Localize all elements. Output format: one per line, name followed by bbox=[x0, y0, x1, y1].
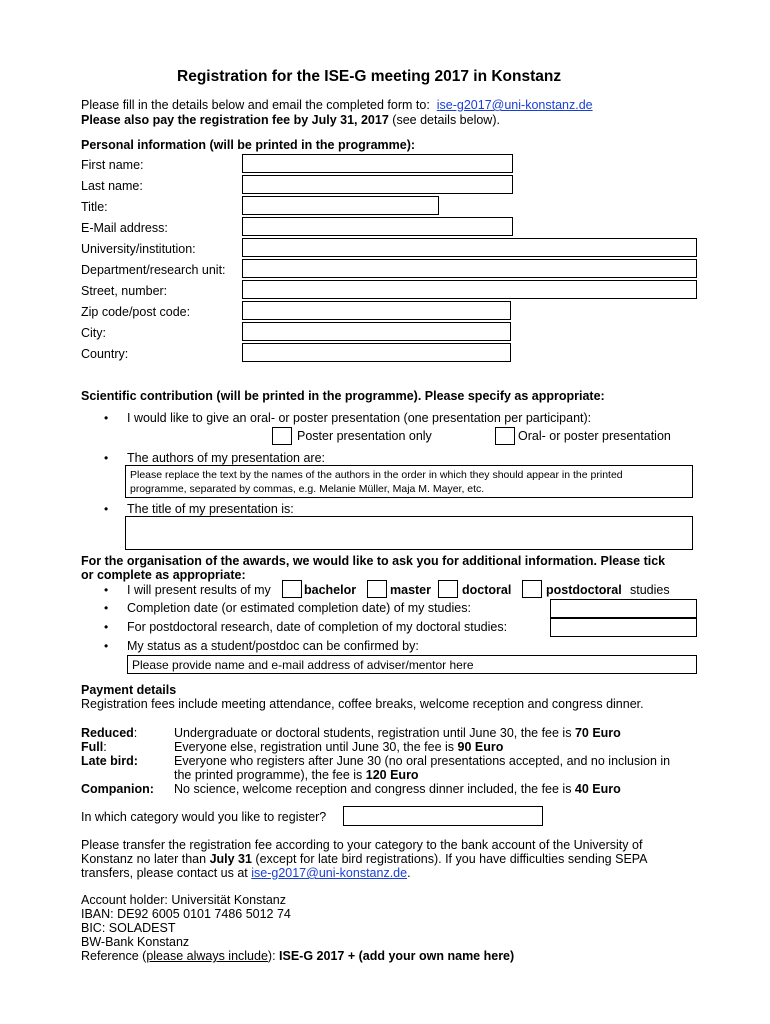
last-name-field[interactable] bbox=[242, 175, 513, 194]
first-name-field[interactable] bbox=[242, 154, 513, 173]
poster-only-label: Poster presentation only bbox=[297, 429, 432, 443]
fee-amount: 90 Euro bbox=[457, 740, 504, 754]
studies-label: studies bbox=[630, 583, 670, 597]
authors-label: The authors of my presentation are: bbox=[127, 451, 326, 465]
fee-label-full bbox=[81, 740, 107, 755]
postdoc-date-label: For postdoctoral research, date of completion of my doctoral studies: bbox=[127, 620, 508, 634]
fee-desc-late: Everyone who registers after June 30 (no oral presentations accepted, and no inclusion in bbox=[174, 754, 671, 768]
postdoctoral-label: postdoctoral bbox=[546, 583, 622, 597]
personal-heading: Personal information (will be printed in the programme): bbox=[81, 138, 416, 152]
fee-deadline-note: Please also pay the registration fee by July 31, 2017 bbox=[81, 113, 389, 127]
fee-label-text: Full bbox=[81, 740, 104, 754]
zip-field[interactable] bbox=[242, 301, 511, 320]
reference-text: ): bbox=[267, 949, 280, 963]
oral-or-poster-label: Oral- or poster presentation bbox=[518, 429, 671, 443]
department-label: Department/research unit: bbox=[81, 263, 226, 277]
presentation-wish-label: I would like to give an oral- or poster presentation (one presentation per participant): bbox=[127, 411, 592, 425]
intro-line-2 bbox=[81, 113, 500, 128]
fee-label-separator: : bbox=[103, 740, 107, 754]
payment-heading: Payment details bbox=[81, 683, 177, 697]
transfer-text: transfers, please contact us at bbox=[81, 866, 252, 880]
present-results-label: I will present results of my bbox=[127, 583, 271, 597]
bachelor-checkbox[interactable] bbox=[282, 580, 302, 598]
reference-value: ISE-G 2017 + (add your own name here) bbox=[279, 949, 515, 963]
zip-label: Zip code/post code: bbox=[81, 305, 191, 319]
university-field[interactable] bbox=[242, 238, 697, 257]
iban: IBAN: DE92 6005 0101 7486 5012 74 bbox=[81, 907, 291, 921]
fee-amount: 40 Euro bbox=[574, 782, 621, 796]
fee-desc-text: No science, welcome reception and congress dinner included, the fee is bbox=[174, 782, 575, 796]
fee-amount: 120 Euro bbox=[365, 768, 419, 782]
transfer-line-2 bbox=[81, 852, 648, 867]
fee-desc-text: Everyone else, registration until June 30, the fee is bbox=[174, 740, 458, 754]
fee-label-text: Reduced bbox=[81, 726, 134, 740]
contact-email-link[interactable]: ise-g2017@uni-konstanz.de bbox=[436, 98, 593, 112]
transfer-text: Konstanz no later than bbox=[81, 852, 210, 866]
country-label: Country: bbox=[81, 347, 129, 361]
bullet: • bbox=[104, 502, 109, 516]
fee-desc-text: the printed programme), the fee is bbox=[174, 768, 366, 782]
fee-desc-late-cont bbox=[174, 768, 419, 783]
street-label: Street, number: bbox=[81, 284, 168, 298]
payment-reference bbox=[81, 949, 514, 964]
poster-only-checkbox[interactable] bbox=[272, 427, 292, 445]
email-field[interactable] bbox=[242, 217, 513, 236]
transfer-email-link[interactable]: ise-g2017@uni-konstanz.de bbox=[251, 866, 408, 880]
authors-field[interactable] bbox=[125, 465, 693, 498]
bullet: • bbox=[104, 451, 109, 465]
transfer-line-1: Please transfer the registration fee according to your category to the bank account of the University of bbox=[81, 838, 643, 852]
category-field[interactable] bbox=[343, 806, 543, 826]
fee-desc-companion bbox=[174, 782, 621, 797]
bullet: • bbox=[104, 639, 109, 653]
first-name-label: First name: bbox=[81, 158, 144, 172]
street-field[interactable] bbox=[242, 280, 697, 299]
account-holder: Account holder: Universität Konstanz bbox=[81, 893, 286, 907]
fee-desc-full bbox=[174, 740, 503, 755]
fee-label-reduced bbox=[81, 726, 137, 741]
transfer-text: . bbox=[407, 866, 411, 880]
transfer-text: (except for late bird registrations). If you have difficulties sending SEPA bbox=[251, 852, 648, 866]
bullet: • bbox=[104, 583, 109, 597]
doctoral-label: doctoral bbox=[462, 583, 512, 597]
fee-label-separator: : bbox=[133, 726, 138, 740]
authors-placeholder-line-2: programme, separated by commas, e.g. Melanie Müller, Maja M. Mayer, etc. bbox=[130, 483, 485, 495]
awards-heading-2: or complete as appropriate: bbox=[81, 568, 246, 582]
status-label: My status as a student/postdoc can be confirmed by: bbox=[127, 639, 419, 653]
awards-heading-1: For the organisation of the awards, we would like to ask you for additional information. Please tick bbox=[81, 554, 666, 568]
last-name-label: Last name: bbox=[81, 179, 143, 193]
master-checkbox[interactable] bbox=[367, 580, 387, 598]
page-title: Registration for the ISE-G meeting 2017 in Konstanz bbox=[177, 68, 562, 85]
bullet: • bbox=[104, 601, 109, 615]
adviser-placeholder: Please provide name and e-mail address of adviser/mentor here bbox=[132, 658, 474, 672]
fee-desc-text: Undergraduate or doctoral students, registration until June 30, the fee is bbox=[174, 726, 575, 740]
presentation-title-field[interactable] bbox=[125, 516, 693, 550]
transfer-deadline: July 31 bbox=[209, 852, 252, 866]
fee-deadline-details: (see details below). bbox=[392, 113, 500, 127]
oral-or-poster-checkbox[interactable] bbox=[495, 427, 515, 445]
completion-date-label: Completion date (or estimated completion date) of my studies: bbox=[127, 601, 471, 615]
completion-date-field[interactable] bbox=[550, 599, 697, 618]
bachelor-label: bachelor bbox=[304, 583, 357, 597]
city-label: City: bbox=[81, 326, 106, 340]
bank-name: BW-Bank Konstanz bbox=[81, 935, 190, 949]
reference-emphasis: please always include bbox=[146, 949, 268, 963]
fee-desc-reduced bbox=[174, 726, 621, 741]
title-field[interactable] bbox=[242, 196, 439, 215]
university-label: University/institution: bbox=[81, 242, 196, 256]
adviser-field[interactable] bbox=[127, 655, 697, 674]
doctoral-checkbox[interactable] bbox=[438, 580, 458, 598]
email-label: E-Mail address: bbox=[81, 221, 168, 235]
city-field[interactable] bbox=[242, 322, 511, 341]
bullet: • bbox=[104, 620, 109, 634]
bullet: • bbox=[104, 411, 109, 425]
reference-text: Reference ( bbox=[81, 949, 147, 963]
master-label: master bbox=[390, 583, 431, 597]
bic: BIC: SOLADEST bbox=[81, 921, 176, 935]
category-question: In which category would you like to register? bbox=[81, 810, 327, 824]
fee-label-companion: Companion: bbox=[81, 782, 154, 796]
payment-intro: Registration fees include meeting attendance, coffee breaks, welcome reception and congress dinner. bbox=[81, 697, 644, 711]
country-field[interactable] bbox=[242, 343, 511, 362]
postdoctoral-checkbox[interactable] bbox=[522, 580, 542, 598]
presentation-title-label: The title of my presentation is: bbox=[127, 502, 294, 516]
authors-placeholder-line-1: Please replace the text by the names of the authors in the order in which they should appear in the printed bbox=[130, 469, 623, 481]
fee-label-late: Late bird: bbox=[81, 754, 138, 768]
fee-amount: 70 Euro bbox=[574, 726, 621, 740]
intro-line-1 bbox=[81, 98, 593, 113]
intro-text: Please fill in the details below and email the completed form to: bbox=[81, 98, 430, 112]
postdoc-date-field[interactable] bbox=[550, 618, 697, 637]
title-label: Title: bbox=[81, 200, 108, 214]
transfer-line-3 bbox=[81, 866, 411, 881]
department-field[interactable] bbox=[242, 259, 697, 278]
scientific-heading: Scientific contribution (will be printed in the programme). Please specify as appropriate: bbox=[81, 389, 605, 403]
